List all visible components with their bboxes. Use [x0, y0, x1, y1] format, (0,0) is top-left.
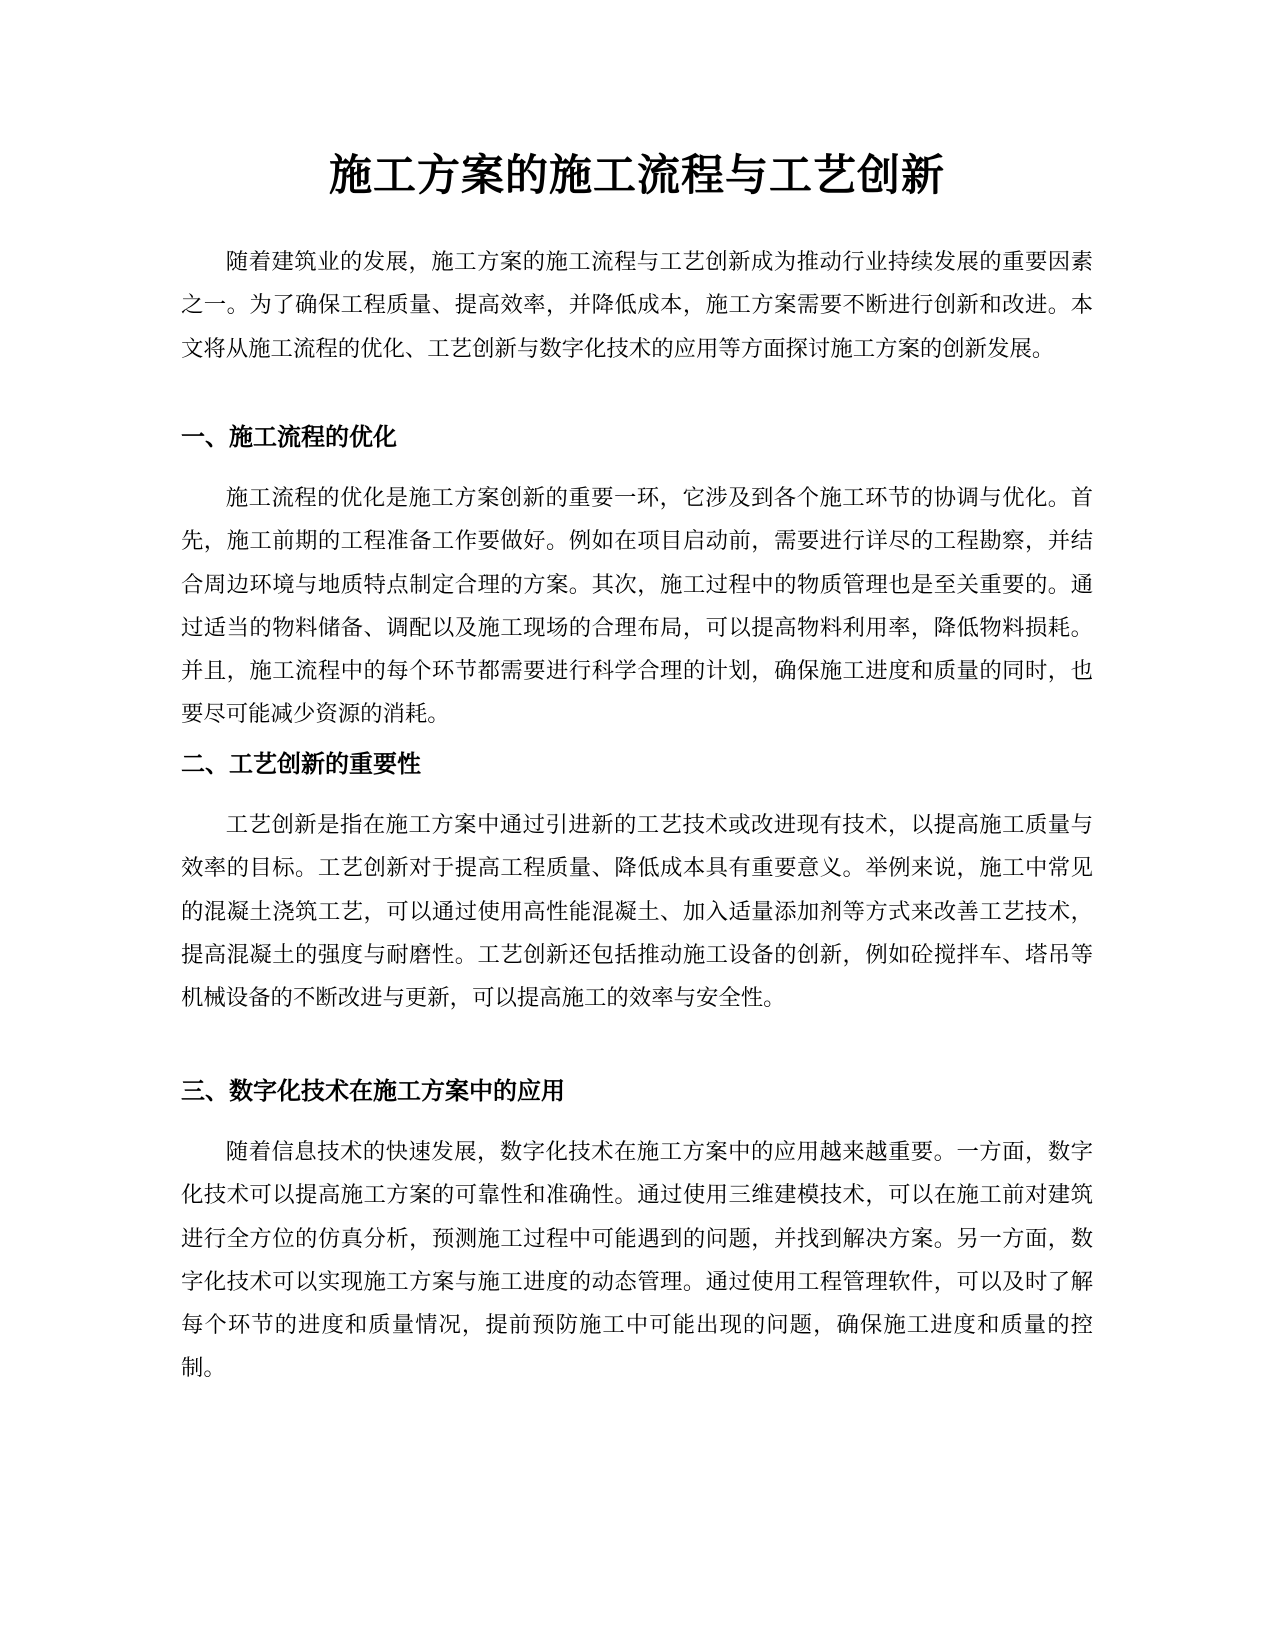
section-body-3: 随着信息技术的快速发展，数字化技术在施工方案中的应用越来越重要。一方面，数字化技术可以提高施工方案的可靠性和准确性。通过使用三维建模技术，可以在施工前对建筑进行全方位的仿真分析，预测施工过程中可能遇到的问题，并找到解决方案。另一方面，数字化技术可以实现施工方案与施工进度的动态管理。通过使用工程管理软件，可以及时了解每个环节的进度和质量情况，提前预防施工中可能出现的问题，确保施工进度和质量的控制。	[181, 1139, 1093, 1382]
section-body-2: 工艺创新是指在施工方案中通过引进新的工艺技术或改进现有技术，以提高施工质量与效率的目标。工艺创新对于提高工程质量、降低成本具有重要意义。举例来说，施工中常见的混凝土浇筑工艺，可以通过使用高性能混凝土、加入适量添加剂等方式来改善工艺技术，提高混凝土的强度与耐磨性。工艺创新还包括推动施工设备的创新，例如砼搅拌车、塔吊等机械设备的不断改进与更新，可以提高施工的效率与安全性。	[181, 812, 1093, 1012]
section-heading-1: 一、施工流程的优化	[181, 423, 397, 451]
document-title: 施工方案的施工流程与工艺创新	[329, 151, 945, 201]
section-heading-2: 二、工艺创新的重要性	[181, 750, 421, 778]
section-body-1: 施工流程的优化是施工方案创新的重要一环，它涉及到各个施工环节的协调与优化。首先，施工前期的工程准备工作要做好。例如在项目启动前，需要进行详尽的工程勘察，并结合周边环境与地质特点制定合理的方案。其次，施工过程中的物质管理也是至关重要的。通过适当的物料储备、调配以及施工现场的合理布局，可以提高物料利用率，降低物料损耗。并且，施工流程中的每个环节都需要进行科学合理的计划，确保施工进度和质量的同时，也要尽可能减少资源的消耗。	[181, 485, 1093, 728]
intro-paragraph: 随着建筑业的发展，施工方案的施工流程与工艺创新成为推动行业持续发展的重要因素之一。为了确保工程质量、提高效率，并降低成本，施工方案需要不断进行创新和改进。本文将从施工流程的优化、工艺创新与数字化技术的应用等方面探讨施工方案的创新发展。	[181, 249, 1093, 362]
section-heading-3: 三、数字化技术在施工方案中的应用	[181, 1077, 565, 1105]
